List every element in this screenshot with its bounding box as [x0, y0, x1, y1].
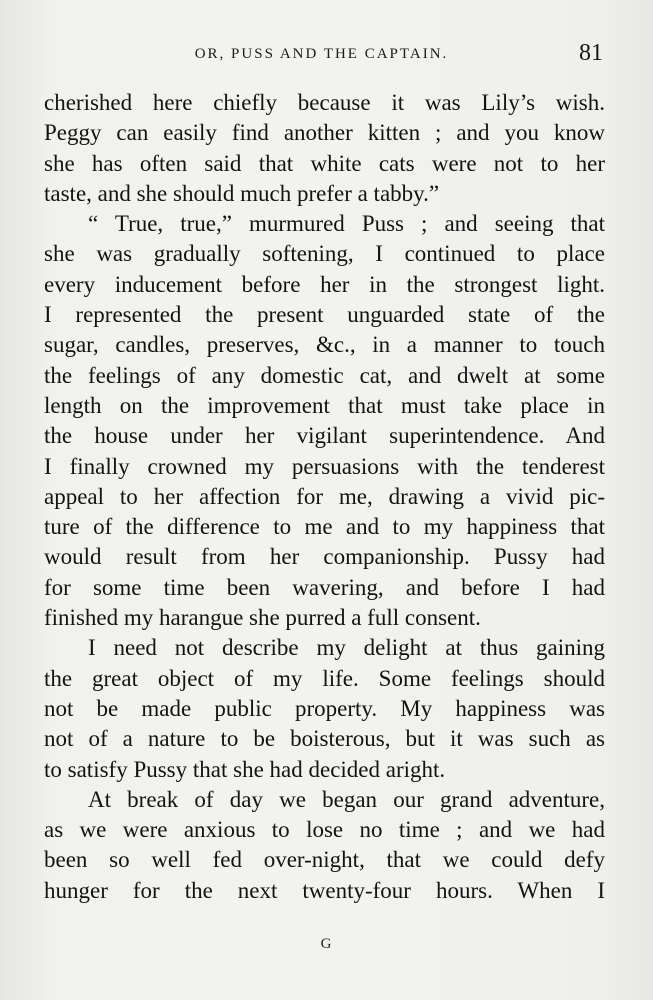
text-line: cherished here chiefly because it was Lily’s wish.: [44, 90, 605, 115]
page-number: 81: [579, 40, 603, 66]
running-head: OR, PUSS AND THE CAPTAIN.: [194, 46, 449, 62]
text-line: the great object of my life. Some feelings should: [44, 665, 605, 691]
text-line: I finally crowned my persuasions with the tenderest: [44, 453, 605, 479]
text-line: would result from her companionship. Pussy had: [44, 544, 605, 570]
signature-mark: G: [320, 936, 333, 952]
text-line: At break of day we began our grand adventure,: [88, 786, 605, 812]
text-line: the house under her vigilant superintendence. And: [44, 423, 605, 449]
text-line: length on the improvement that must take place in: [44, 392, 605, 418]
text-line: every inducement before her in the strongest light.: [44, 271, 605, 297]
text-line: hunger for the next twenty-four hours. When I: [44, 877, 605, 903]
text-line: I represented the present unguarded state of the: [44, 302, 605, 328]
text-line: she was gradually softening, I continued to place: [44, 241, 605, 267]
body-text: [44, 88, 605, 906]
text-line: taste, and she should much prefer a tabby.”: [44, 180, 440, 206]
text-line: ture of the difference to me and to my happiness that: [44, 514, 605, 540]
text-line: to satisfy Pussy that she had decided aright.: [44, 756, 446, 782]
text-line: sugar, candles, preserves, &c., in a manner to touch: [44, 332, 605, 358]
text-line: she has often said that white cats were not to her: [44, 150, 605, 176]
page-header: [40, 40, 603, 70]
text-line: appeal to her affection for me, drawing a vivid pic-: [44, 483, 605, 509]
text-line: I need not describe my delight at thus gaining: [88, 635, 605, 661]
text-line: finished my harangue she purred a full consent.: [44, 605, 481, 631]
text-line: not of a nature to be boisterous, but it was such as: [44, 726, 605, 752]
text-line: for some time been wavering, and before I had: [44, 574, 605, 600]
text-line: been so well fed over-night, that we could defy: [44, 847, 605, 873]
text-line: Peggy can easily find another kitten ; and you know: [44, 120, 605, 146]
text-line: as we were anxious to lose no time ; and we had: [44, 817, 605, 843]
text-line: the feelings of any domestic cat, and dwelt at some: [44, 362, 605, 388]
text-line: not be made public property. My happiness was: [44, 695, 605, 721]
text-line: “ True, true,” murmured Puss ; and seeing that: [88, 211, 605, 237]
